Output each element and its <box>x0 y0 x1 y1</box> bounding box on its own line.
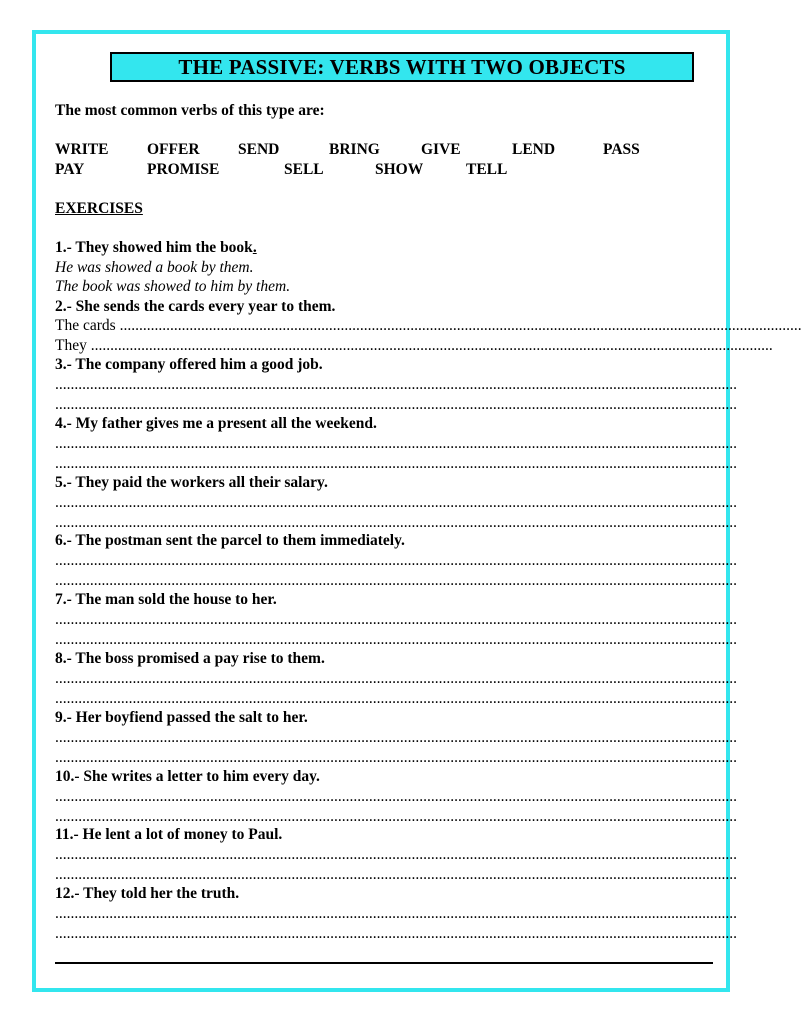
question-9: 9.- Her boyfiend passed the salt to her. <box>55 709 308 726</box>
answer-line-5b[interactable]: ................................................................................................................................................................................ <box>55 514 737 531</box>
question-5: 5.- They paid the workers all their salary. <box>55 474 328 491</box>
question-1 <box>55 238 257 257</box>
answer-line-10a[interactable]: ................................................................................................................................................................................ <box>55 788 737 805</box>
answer-line-4a[interactable]: ................................................................................................................................................................................ <box>55 435 737 452</box>
verb-pay: PAY <box>55 161 85 178</box>
answer-line-4b[interactable]: ................................................................................................................................................................................ <box>55 455 737 472</box>
answer-line-11b[interactable]: ................................................................................................................................................................................ <box>55 866 737 883</box>
verb-sell: SELL <box>284 161 324 178</box>
verb-bring: BRING <box>329 141 380 158</box>
answer-line-9a[interactable]: ................................................................................................................................................................................ <box>55 729 737 746</box>
answer-line-9b[interactable]: ................................................................................................................................................................................ <box>55 749 737 766</box>
verb-send: SEND <box>238 141 280 158</box>
answer-line-3a[interactable]: ................................................................................................................................................................................ <box>55 376 737 393</box>
verb-lend: LEND <box>512 141 556 158</box>
question-4: 4.- My father gives me a present all the weekend. <box>55 415 377 432</box>
verb-promise: PROMISE <box>147 161 220 178</box>
question-1-period: . <box>252 239 257 256</box>
verb-tell: TELL <box>466 161 508 178</box>
answer-line-8b[interactable]: ................................................................................................................................................................................ <box>55 690 737 707</box>
question-11: 11.- He lent a lot of money to Paul. <box>55 826 283 843</box>
example-answer-1: He was showed a book by them. <box>55 259 254 276</box>
answer-line-12b[interactable]: ................................................................................................................................................................................ <box>55 925 737 942</box>
worksheet-title: THE PASSIVE: VERBS WITH TWO OBJECTS <box>110 52 694 82</box>
question-6: 6.- The postman sent the parcel to them immediately. <box>55 532 405 549</box>
verb-write: WRITE <box>55 141 109 158</box>
verb-offer: OFFER <box>147 141 200 158</box>
answer-line-2a[interactable] <box>55 316 802 335</box>
answer-line-6b[interactable]: ................................................................................................................................................................................ <box>55 572 737 589</box>
intro-text: The most common verbs of this type are: <box>55 102 325 119</box>
question-2: 2.- She sends the cards every year to them. <box>55 298 336 315</box>
verb-pass: PASS <box>603 141 640 158</box>
example-answer-2: The book was showed to him by them. <box>55 278 291 295</box>
answer-line-5a[interactable]: ................................................................................................................................................................................ <box>55 494 737 511</box>
answer-line-11a[interactable]: ................................................................................................................................................................................ <box>55 846 737 863</box>
answer-line-8a[interactable]: ................................................................................................................................................................................ <box>55 670 737 687</box>
answer-line-7b[interactable]: ................................................................................................................................................................................ <box>55 631 737 648</box>
verb-show: SHOW <box>375 161 424 178</box>
question-3: 3.- The company offered him a good job. <box>55 356 323 373</box>
question-10: 10.- She writes a letter to him every day. <box>55 768 320 785</box>
question-12: 12.- They told her the truth. <box>55 885 240 902</box>
answer-line-3b[interactable]: ................................................................................................................................................................................ <box>55 396 737 413</box>
answer-line-2a-dots: ................................................................................................................................................................................ <box>119 317 802 334</box>
answer-line-6a[interactable]: ................................................................................................................................................................................ <box>55 552 737 569</box>
answer-line-2b-dots: ................................................................................................................................................................................ <box>90 337 773 354</box>
question-7: 7.- The man sold the house to her. <box>55 591 277 608</box>
answer-line-2b[interactable] <box>55 336 773 355</box>
answer-line-12a[interactable]: ................................................................................................................................................................................ <box>55 905 737 922</box>
question-1-text: 1.- They showed him the book <box>55 239 253 256</box>
exercises-heading: EXERCISES <box>55 200 143 217</box>
answer-line-2b-start: They <box>55 337 91 354</box>
answer-line-10b[interactable]: ................................................................................................................................................................................ <box>55 808 737 825</box>
answer-line-7a[interactable]: ................................................................................................................................................................................ <box>55 611 737 628</box>
question-8: 8.- The boss promised a pay rise to them. <box>55 650 325 667</box>
answer-line-2a-start: The cards <box>55 317 120 334</box>
verb-give: GIVE <box>421 141 461 158</box>
bottom-rule <box>55 962 713 964</box>
